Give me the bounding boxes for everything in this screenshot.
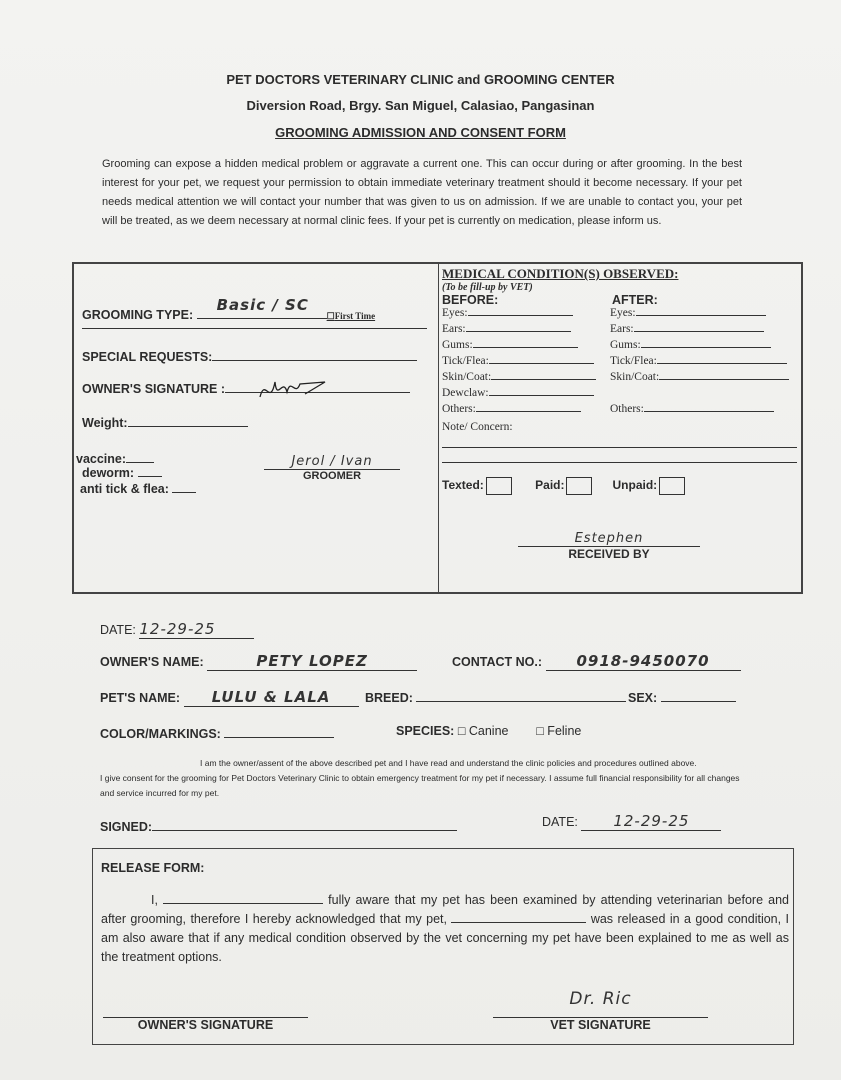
after-item: Ears:	[610, 323, 634, 335]
medical-section	[442, 266, 797, 561]
release-title: RELEASE FORM:	[101, 861, 205, 875]
grooming-type-field[interactable]	[82, 296, 376, 322]
vaccine-field[interactable]	[76, 452, 154, 466]
medical-subtitle: (To be fill-up by VET)	[442, 282, 533, 293]
texted-checkbox[interactable]: Texted:	[442, 478, 512, 492]
release-text: I, fully aware that my pet has been examined by attending veterinarian before and after grooming, therefore I hereby acknowledged that my pet, was released in a good condition, I am also aware that if any medical condition observed by the vet concerning my pet have been explained to me as well as the treatment options.	[101, 893, 790, 964]
received-by-field[interactable]	[518, 531, 700, 561]
weight-field[interactable]	[82, 416, 248, 430]
after-item: Eyes:	[610, 307, 636, 319]
before-item: Gums:	[442, 339, 473, 351]
medical-row[interactable]	[442, 403, 797, 419]
pet-name-field[interactable]: PET'S NAME: LULU & LALA	[100, 688, 359, 707]
medical-row[interactable]	[442, 371, 797, 387]
before-item: Skin/Coat:	[442, 371, 492, 383]
pet-name-value: LULU & LALA	[184, 688, 359, 707]
label: deworm:	[82, 466, 135, 480]
status-checkboxes	[442, 477, 797, 495]
medical-row[interactable]	[442, 323, 797, 339]
signed-field[interactable]: SIGNED:	[100, 820, 457, 834]
consent-date-value: 12-29-25	[581, 812, 721, 831]
before-item: Tick/Flea:	[442, 355, 489, 367]
date-field[interactable]: DATE: 12-29-25	[100, 620, 254, 639]
signature-mark	[255, 372, 335, 412]
clinic-address: Diversion Road, Brgy. San Miguel, Calasiao, Pangasinan	[246, 98, 595, 113]
after-item: Tick/Flea:	[610, 355, 657, 367]
label: First Time	[334, 311, 376, 321]
anti-tick-field[interactable]	[80, 482, 196, 496]
label: GROOMING TYPE:	[82, 308, 194, 322]
label: anti tick & flea:	[80, 482, 169, 496]
vet-signature-block[interactable]	[493, 989, 708, 1032]
received-label: RECEIVED BY	[568, 547, 650, 561]
first-time-checkbox[interactable]: ☐First Time	[326, 311, 376, 321]
grooming-type-value: Basic / SC	[216, 296, 309, 314]
after-item: Gums:	[610, 339, 641, 351]
consent-text: I am the owner/assent of the above described pet and I have read and understand the clinic policies and procedures outlined above. I give consent for the grooming for Pet Doctors Veterinary Clinic to obtain emergency treatment for my pet if necessary. I assume full financial responsibility for all changes and service incurred for my pet.	[100, 758, 740, 798]
before-item: Dewclaw:	[442, 387, 489, 399]
after-item: Skin/Coat:	[610, 371, 660, 383]
groomer-value: Jerol / Ivan	[264, 454, 400, 470]
after-label: AFTER:	[612, 293, 658, 307]
form-title: GROOMING ADMISSION AND CONSENT FORM	[275, 125, 566, 140]
medical-row[interactable]	[442, 307, 797, 323]
color-field[interactable]: COLOR/MARKINGS:	[100, 727, 334, 741]
vet-signature-value: Dr. Ric	[493, 989, 708, 1018]
before-item: Ears:	[442, 323, 466, 335]
consent-date-field[interactable]: DATE: 12-29-25	[542, 812, 721, 831]
label: Weight:	[82, 416, 128, 430]
special-requests-field[interactable]	[82, 350, 417, 364]
canine-checkbox[interactable]: □ Canine	[457, 724, 509, 738]
label: SPECIAL REQUESTS:	[82, 350, 213, 364]
clinic-name: PET DOCTORS VETERINARY CLINIC and GROOMING CENTER	[226, 72, 615, 87]
note-label: Note/ Concern:	[442, 421, 513, 433]
owner-signature-field[interactable]	[82, 382, 410, 396]
owner-signature-block[interactable]	[103, 989, 308, 1032]
vet-signature-label: VET SIGNATURE	[550, 1018, 651, 1032]
divider	[438, 264, 439, 592]
owner-name-value: PETY LOPEZ	[207, 652, 417, 671]
before-label: BEFORE:	[442, 293, 499, 307]
feline-checkbox[interactable]: □ Feline	[536, 724, 582, 738]
release-form-box	[92, 848, 794, 1045]
groomer-field[interactable]	[264, 454, 400, 482]
medical-title: MEDICAL CONDITION(S) OBSERVED:	[442, 266, 679, 281]
deworm-field[interactable]	[82, 466, 162, 480]
after-item: Others:	[610, 403, 644, 415]
medical-row[interactable]	[442, 387, 797, 403]
unpaid-checkbox[interactable]: Unpaid:	[613, 478, 686, 492]
blank-line	[82, 328, 427, 329]
before-item: Others:	[442, 403, 476, 415]
received-value: Estephen	[518, 531, 700, 547]
contact-value: 0918-9450070	[546, 652, 741, 671]
sex-field[interactable]: SEX:	[628, 691, 736, 705]
label: vaccine:	[76, 452, 127, 466]
contact-field[interactable]: CONTACT NO.: 0918-9450070	[452, 652, 741, 671]
medical-row[interactable]	[442, 339, 797, 355]
medical-row[interactable]	[442, 355, 797, 371]
label: OWNER'S SIGNATURE :	[82, 382, 226, 396]
owner-name-field[interactable]: OWNER'S NAME: PETY LOPEZ	[100, 652, 417, 671]
breed-field[interactable]: BREED:	[365, 691, 626, 705]
intro-text: Grooming can expose a hidden medical problem or aggravate a current one. This can occur during or after grooming. In the best interest for your pet, we request your permission to obtain immediate veterinary treatment should it become necessary. If your pet needs medical attention we will contact your number that was given to us on admission. If we are unable to contact you, your pet will be treated, as we deem necessary at normal clinic fees. If your pet is currently on medication, please inform us.	[102, 158, 742, 227]
date-value: 12-29-25	[139, 620, 254, 639]
admission-box	[72, 262, 803, 594]
groomer-label: GROOMER	[302, 470, 362, 482]
before-item: Eyes:	[442, 307, 468, 319]
owner-signature-label: OWNER'S SIGNATURE	[137, 1018, 274, 1032]
paid-checkbox[interactable]: Paid:	[535, 478, 592, 492]
species-field: SPECIES: □ Canine □ Feline	[396, 724, 582, 738]
